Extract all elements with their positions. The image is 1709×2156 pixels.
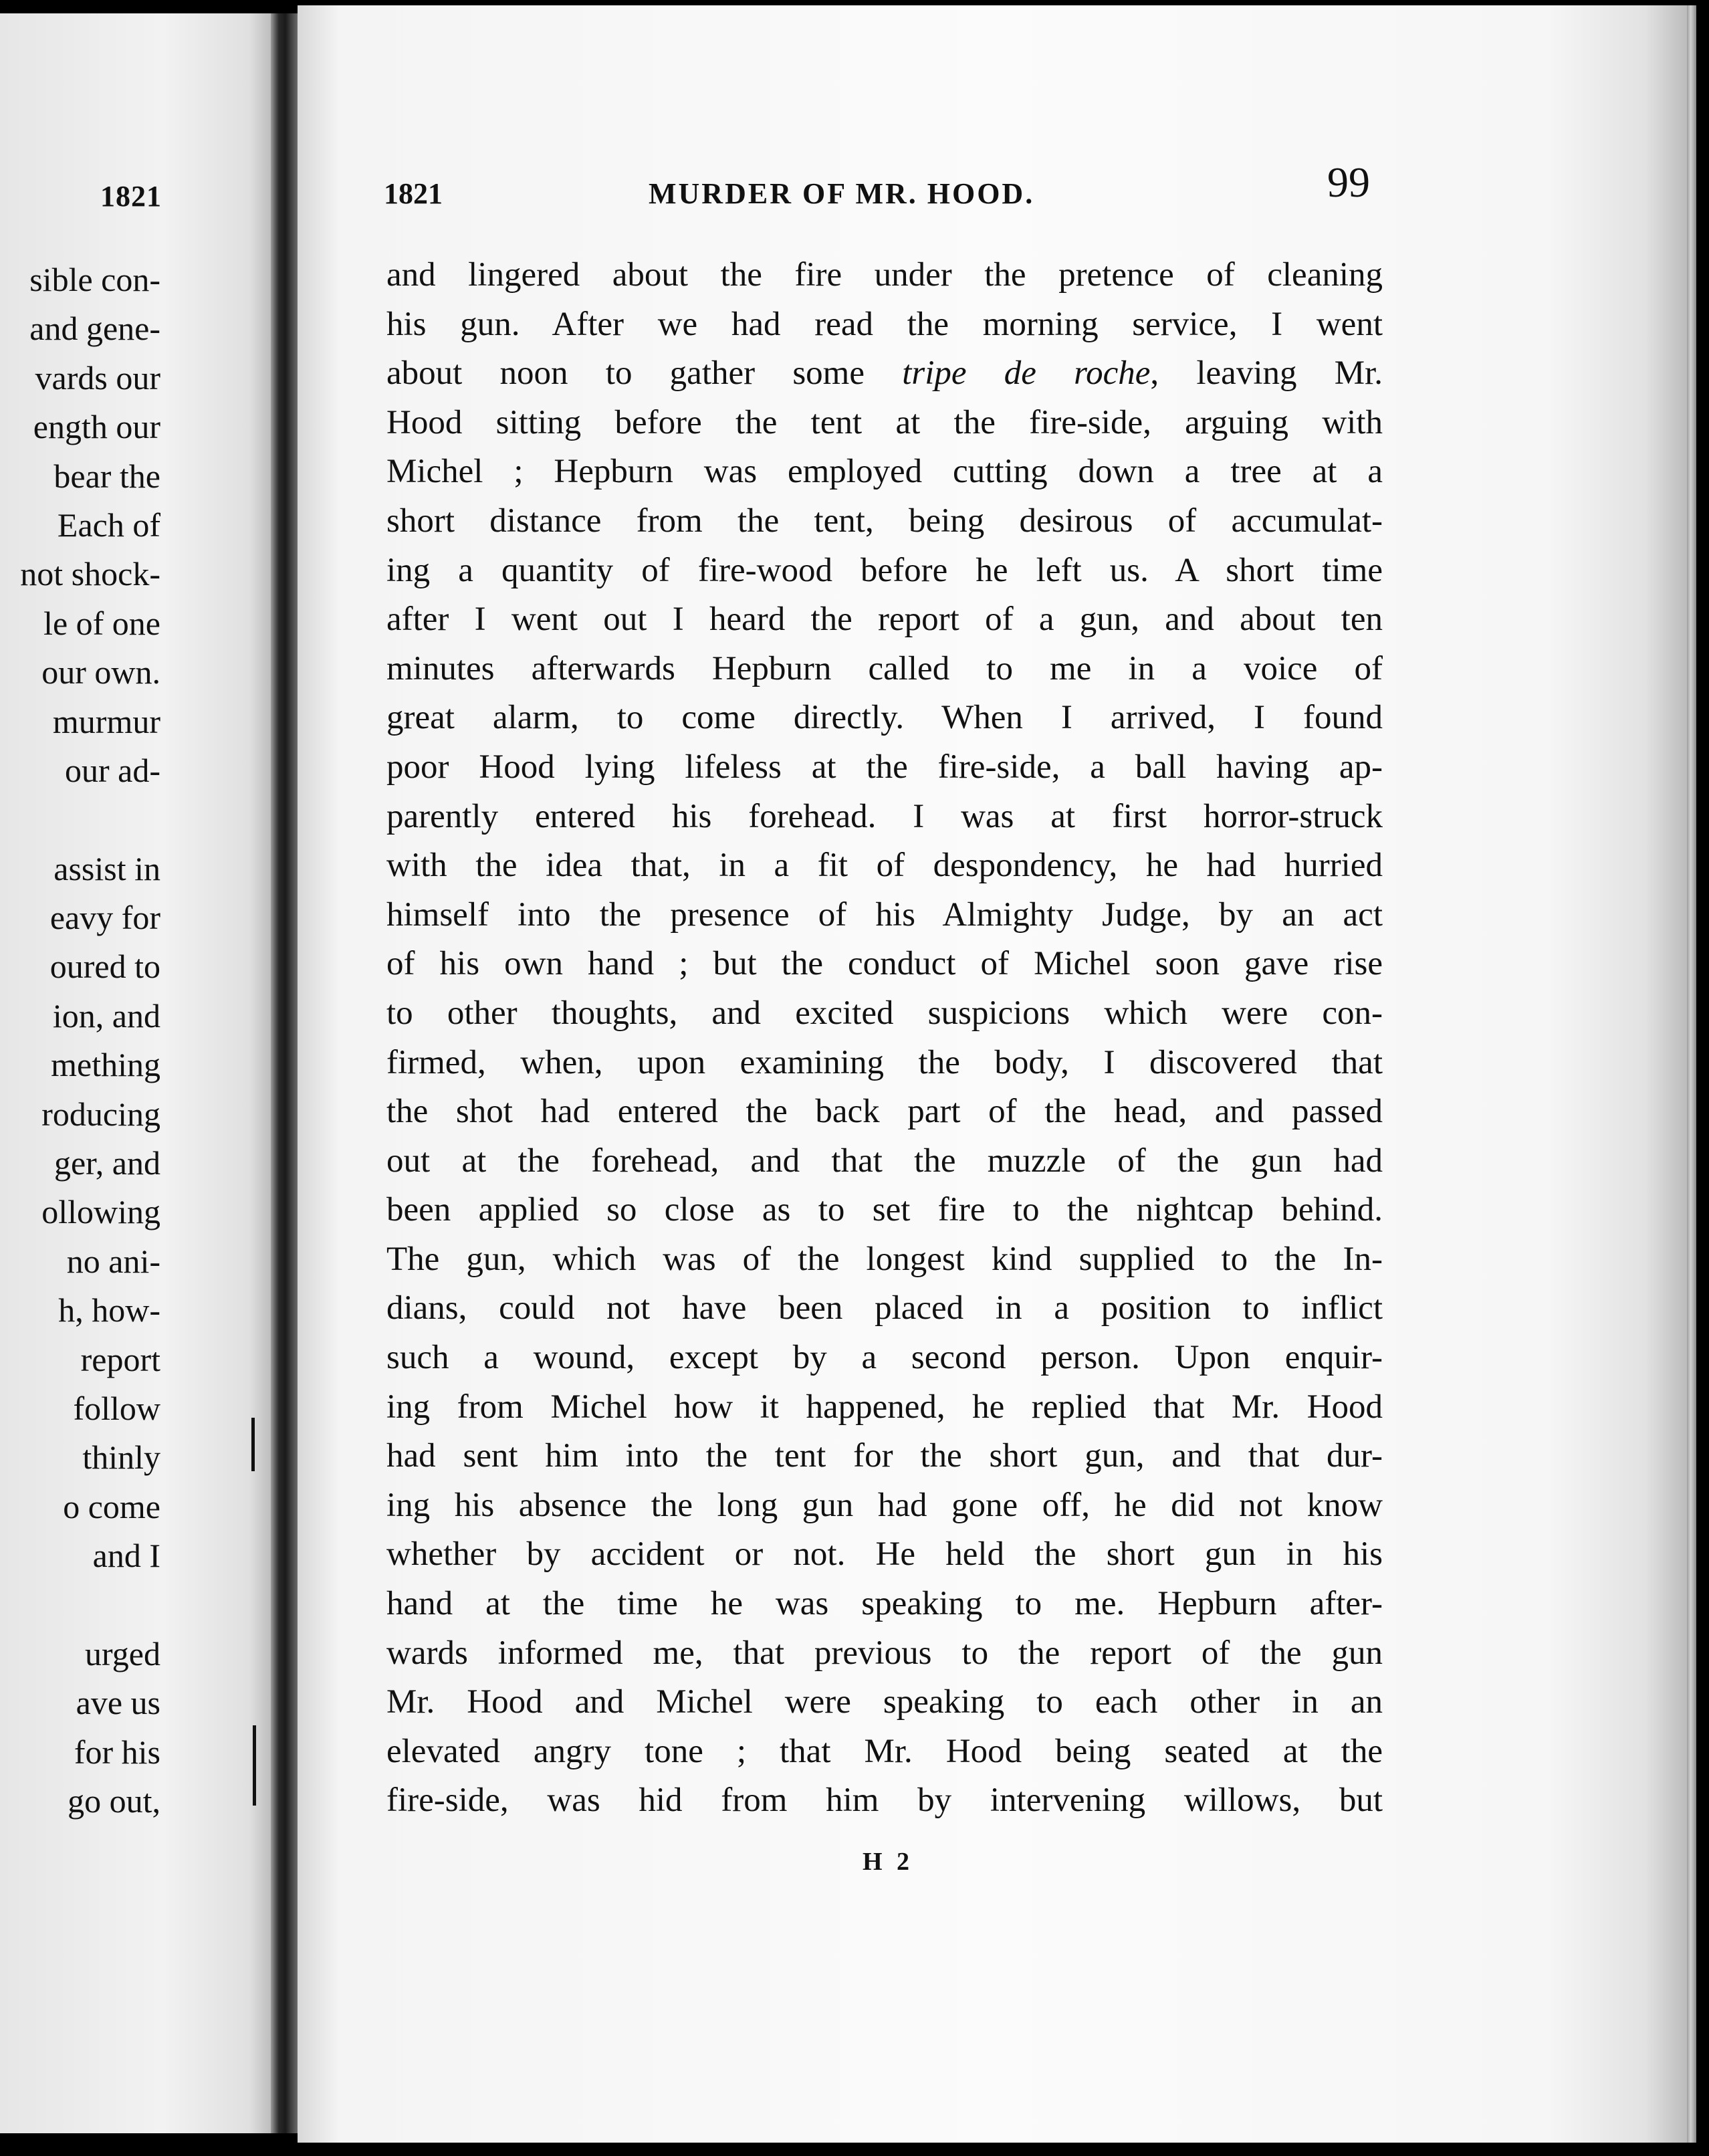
left-text-line: for his	[74, 1733, 160, 1771]
left-page-text	[20, 255, 160, 1826]
text-line: ing from Michel how it happened, he replied that Mr. Hood	[386, 1388, 1383, 1426]
text-line: dians, could not have been placed in a position to inflict	[386, 1289, 1383, 1327]
text-line: himself into the presence of his Almighty Judge, by an act	[386, 895, 1383, 934]
left-text-line: eavy for	[49, 899, 160, 937]
left-text-line: urged	[85, 1634, 160, 1673]
left-text-line: ollowing	[41, 1193, 160, 1231]
left-text-line: no ani-	[66, 1242, 160, 1280]
text-line: Michel ; Hepburn was employed cutting down a tree at a	[386, 453, 1383, 491]
left-text-line: not shock-	[20, 555, 160, 593]
left-text-line: follow	[73, 1389, 160, 1427]
left-text-line: and I	[92, 1537, 160, 1575]
left-text-line: le of one	[43, 604, 160, 642]
text-line: fire-side, was hid from him by intervening willows, but	[386, 1782, 1383, 1820]
text-line: the shot had entered the back part of the head, and passed	[386, 1093, 1383, 1131]
page-edge	[1687, 5, 1696, 2143]
text-line: of his own hand ; but the conduct of Michel soon gave rise	[386, 945, 1383, 983]
left-text-line: ave us	[76, 1684, 160, 1722]
text-line: minutes afterwards Hepburn called to me in a voice of	[386, 649, 1383, 687]
text-line: Hood sitting before the tent at the fire-side, arguing with	[386, 403, 1383, 441]
body-text	[386, 251, 1383, 1826]
text-line: out at the forehead, and that the muzzle of the gun had	[386, 1142, 1383, 1180]
text-line: great alarm, to come directly. When I arrived, I found	[386, 699, 1383, 737]
text-line: whether by accident or not. He held the short gun in his	[386, 1535, 1383, 1574]
left-text-line	[20, 1581, 160, 1630]
text-line: about noon to gather some tripe de roche, leaving Mr.	[386, 354, 1383, 393]
text-line: wards informed me, that previous to the report of the gun	[386, 1634, 1383, 1672]
text-line: elevated angry tone ; that Mr. Hood being seated at the	[386, 1732, 1383, 1770]
left-text-line: and gene-	[29, 310, 160, 348]
left-text-line: oured to	[49, 948, 160, 986]
text-line: The gun, which was of the longest kind supplied to the In-	[386, 1240, 1383, 1278]
left-text-line: thinly	[82, 1438, 160, 1477]
left-text-line: ion, and	[52, 996, 160, 1035]
italic-phrase: tripe de roche	[902, 354, 1151, 393]
text-line: his gun. After we had read the morning service, I went	[386, 305, 1383, 343]
left-text-line: our ad-	[65, 751, 160, 789]
left-text-line: mething	[51, 1046, 160, 1084]
text-line: and lingered about the fire under the pretence of cleaning	[386, 256, 1383, 294]
left-text-line: sible con-	[29, 261, 160, 298]
text-line: parently entered his forehead. I was at first horror-struck	[386, 797, 1383, 835]
text-line: with the idea that, in a fit of despondency, he had hurried	[386, 847, 1383, 885]
left-text-line: ength our	[33, 408, 160, 446]
running-head-title: MURDER OF MR. HOOD.	[649, 177, 1035, 210]
text-line: short distance from the tent, being desirous of accumulat-	[386, 502, 1383, 540]
text-line: after I went out I heard the report of a gun, and about ten	[386, 601, 1383, 639]
text-line: hand at the time he was speaking to me. Hepburn after-	[386, 1585, 1383, 1623]
left-text-line: Each of	[57, 506, 160, 544]
left-text-line: murmur	[52, 702, 160, 740]
left-text-line: h, how-	[58, 1291, 160, 1329]
left-text-line: report	[80, 1340, 160, 1378]
text-line: to other thoughts, and excited suspicions which were con-	[386, 994, 1383, 1032]
left-text-line: assist in	[53, 849, 160, 887]
left-text-line: o come	[63, 1487, 160, 1525]
text-line: ing a quantity of fire-wood before he left us. A short time	[386, 551, 1383, 589]
signature-mark: H 2	[863, 1848, 914, 1876]
left-text-line	[20, 795, 160, 844]
left-text-line: bear the	[53, 457, 160, 495]
text-line: had sent him into the tent for the short gun, and that dur-	[386, 1437, 1383, 1475]
left-text-line: roducing	[41, 1095, 160, 1133]
running-head-year: 1821	[384, 177, 443, 210]
left-text-line: our own.	[41, 653, 160, 691]
text-line: been applied so close as to set fire to the nightcap behind.	[386, 1191, 1383, 1229]
left-text-line: ger, and	[53, 1144, 160, 1182]
text-line: Mr. Hood and Michel were speaking to each other in an	[386, 1683, 1383, 1721]
left-page-year: 1821	[100, 180, 162, 213]
page-number: 99	[1327, 158, 1370, 206]
text-line: such a wound, except by a second person. Upon enquir-	[386, 1339, 1383, 1377]
text-line: firmed, when, upon examining the body, I discovered that	[386, 1043, 1383, 1081]
left-text-line: go out,	[68, 1782, 160, 1820]
text-line: ing his absence the long gun had gone off, he did not know	[386, 1486, 1383, 1524]
gutter-mark	[253, 1725, 256, 1806]
left-text-line: vards our	[35, 358, 160, 397]
book-gutter	[271, 13, 298, 2133]
gutter-mark	[251, 1418, 255, 1471]
text-line: poor Hood lying lifeless at the fire-side, a ball having ap-	[386, 748, 1383, 786]
